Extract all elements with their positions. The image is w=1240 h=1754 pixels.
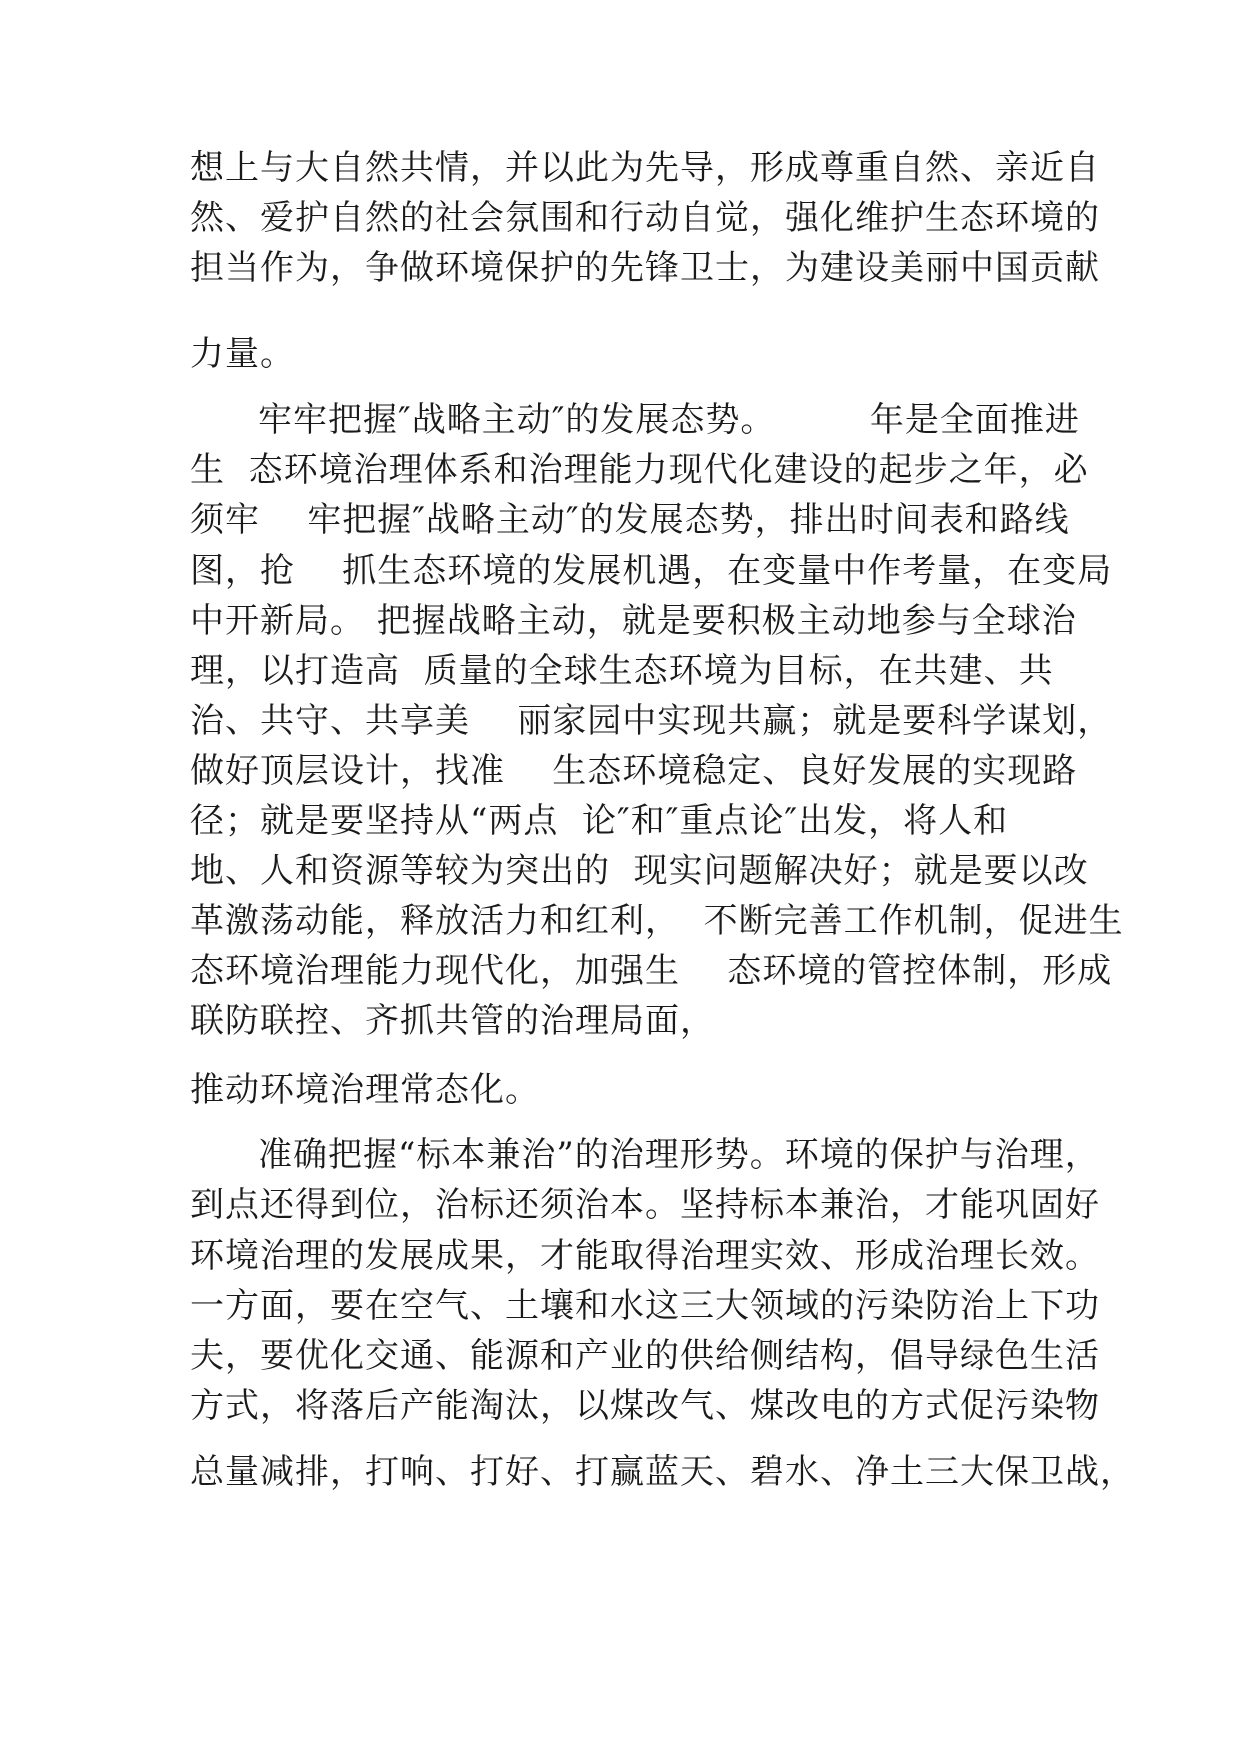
text-line: 生 态环境治理体系和治理能力现代化建设的起步之年，必 (190, 450, 1089, 490)
text-line: 力量。 (190, 334, 295, 374)
text-line: 地、人和资源等较为突出的 现实问题解决好；就是要以改 (190, 851, 1089, 891)
text-line: 到点还得到位，治标还须治本。坚持标本兼治，才能巩固好 (190, 1185, 1100, 1225)
text-line: 须牢 牢把握″战略主动″的发展态势，排出时间表和路线 (190, 500, 1070, 540)
text-line: 担当作为，争做环境保护的先锋卫士，为建设美丽中国贡献 (190, 248, 1100, 288)
paragraph-start-line: 牢牢把握″战略主动″的发展态势。 年是全面推进 (258, 400, 1080, 440)
text-line: 态环境治理能力现代化，加强生 态环境的管控体制，形成 (190, 951, 1113, 991)
text-line: 治、共守、共享美 丽家园中实现共赢；就是要科学谋划， (190, 701, 1113, 741)
text-line: 然、爱护自然的社会氛围和行动自觉，强化维护生态环境的 (190, 198, 1100, 238)
text-line: 环境治理的发展成果，才能取得治理实效、形成治理长效。 (190, 1236, 1100, 1276)
text-line: 一方面，要在空气、土壤和水这三大领域的污染防治上下功 (190, 1286, 1100, 1326)
text-line: 图，抢 抓生态环境的发展机遇，在变量中作考量，在变局 (190, 551, 1113, 591)
text-line: 理，以打造高 质量的全球生态环境为目标，在共建、共 (190, 651, 1054, 691)
text-line: 方式，将落后产能淘汰，以煤改气、煤改电的方式促污染物 (190, 1386, 1100, 1426)
paragraph-start-line: 准确把握“标本兼治”的治理形势。环境的保护与治理， (258, 1135, 1100, 1175)
text-line: 做好顶层设计，找准 生态环境稳定、良好发展的实现路 (190, 751, 1078, 791)
text-line: 径；就是要坚持从“两点 论″和″重点论″出发，将人和 (190, 801, 1009, 841)
text-line: 革激荡动能，释放活力和红利， 不断完善工作机制，促进生 (190, 901, 1124, 941)
text-line: 想上与大自然共情，并以此为先导，形成尊重自然、亲近自 (190, 148, 1100, 188)
text-line: 夫，要优化交通、能源和产业的供给侧结构，倡导绿色生活 (190, 1336, 1100, 1376)
text-line: 中开新局。 把握战略主动，就是要积极主动地参与全球治 (190, 601, 1077, 641)
text-line: 联防联控、齐抓共管的治理局面， (190, 1001, 715, 1041)
text-line: 推动环境治理常态化。 (190, 1070, 540, 1110)
text-line: 总量减排，打响、打好、打赢蓝天、碧水、净土三大保卫战， (190, 1452, 1135, 1492)
